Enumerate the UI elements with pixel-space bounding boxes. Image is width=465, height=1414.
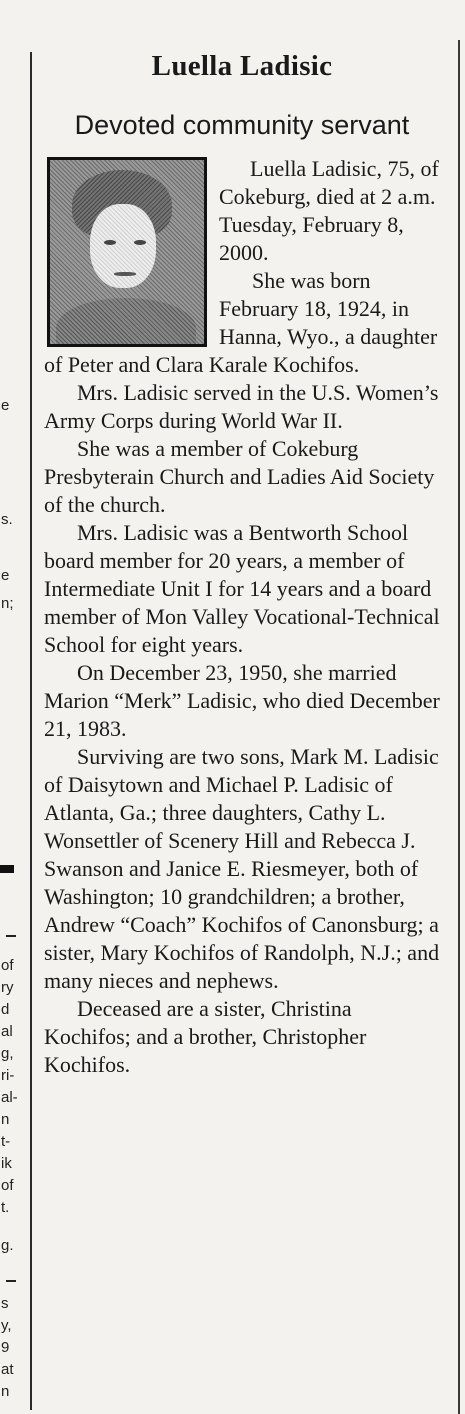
obituary-paragraph: She was a member of Cokeburg Presbyterain Church and Ladies Aid Society of the church. <box>44 436 435 517</box>
obituary-subheadline: Devoted community servant <box>74 110 410 140</box>
column-marker-block <box>0 865 14 873</box>
adjacent-column-text: ik <box>1 1155 12 1172</box>
adjacent-column-text: al <box>1 1023 13 1040</box>
adjacent-column-text: s <box>1 1295 9 1312</box>
adjacent-column-text: e <box>1 397 10 414</box>
obituary-paragraph: Deceased are a sister, Christina Kochifos; and a brother, Christopher Kochifos. <box>44 996 367 1077</box>
obituary-paragraph: On December 23, 1950, she married Marion “Merk” Ladisic, who died December 21, 1983. <box>44 660 440 741</box>
adjacent-column-fragments <box>0 0 22 1414</box>
adjacent-column-text: t. <box>1 1199 10 1216</box>
adjacent-column-text: of <box>1 1177 14 1194</box>
adjacent-column-text: t- <box>1 1133 11 1150</box>
obituary-paragraph: She was born February 18, 1924, in Hanna, Wyo., a daughter of Peter and Clara Karale Kochifos. <box>44 268 438 377</box>
column-dash <box>6 1280 16 1282</box>
adjacent-column-text: n <box>1 1111 10 1128</box>
column-dash <box>6 935 16 937</box>
obituary-paragraph: Mrs. Ladisic served in the U.S. Women’s Army Corps during World War II. <box>44 380 439 433</box>
adjacent-column-text: at <box>1 1361 14 1378</box>
adjacent-column-text: y, <box>1 1317 12 1334</box>
adjacent-column-text: g, <box>1 1045 14 1062</box>
adjacent-column-text: al- <box>1 1089 18 1106</box>
adjacent-column-text: e <box>1 567 10 584</box>
adjacent-column-text: s. <box>1 511 13 528</box>
adjacent-column-text: ri- <box>1 1067 15 1084</box>
obituary-article <box>44 48 440 1079</box>
obituary-headline: Luella Ladisic <box>151 50 333 82</box>
column-rule-right <box>458 40 460 1414</box>
adjacent-column-text: n <box>1 1383 10 1400</box>
adjacent-column-text: g. <box>1 1237 14 1254</box>
adjacent-column-text: ry <box>1 979 14 996</box>
portrait-photo <box>47 157 207 347</box>
obituary-body <box>44 155 440 1079</box>
adjacent-column-text: of <box>1 957 14 974</box>
obituary-paragraph: Surviving are two sons, Mark M. Ladisic of Daisytown and Michael P. Ladisic of Atlanta, Ga.; three daughters, Cathy L. Wonsettler of Scenery Hill and Rebecca J. Swanson and Janice E. Riesmeyer, both of Washington; 10 grandchildren; a brother, Andrew “Coach” Kochifos of Canonsburg; a sister, Mary Kochifos of Randolph, N.J.; and many nieces and nephews. <box>44 744 440 993</box>
adjacent-column-text: 9 <box>1 1339 10 1356</box>
adjacent-column-text: n; <box>1 595 14 612</box>
adjacent-column-text: d <box>1 1001 10 1018</box>
column-rule-left <box>30 52 32 1410</box>
obituary-paragraph: Luella Ladisic, 75, of Cokeburg, died at 2 a.m. Tuesday, February 8, 2000. <box>219 156 439 265</box>
obituary-paragraph: Mrs. Ladisic was a Bentworth School board member for 20 years, a member of Intermediate Unit I for 14 years and a board member of Mon Valley Vocational-Technical School for eight years. <box>44 520 440 657</box>
